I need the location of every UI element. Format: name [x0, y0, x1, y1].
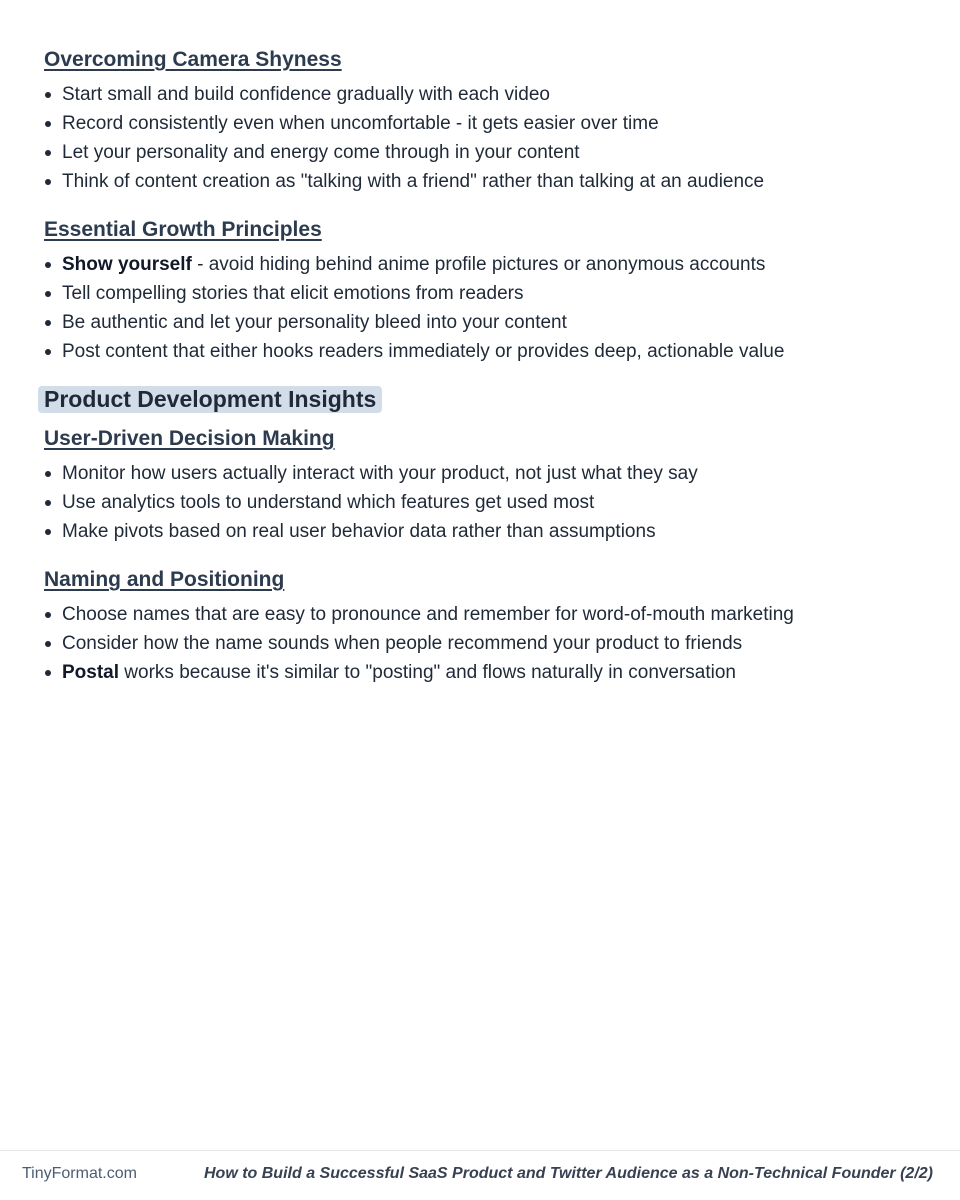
- list-item: Be authentic and let your personality bleed into your content: [44, 308, 924, 337]
- bold-phrase: Show yourself: [62, 254, 192, 275]
- footer-divider: [0, 1150, 960, 1151]
- bullet-list: [44, 600, 924, 687]
- section-heading-product-development: Product Development Insights: [38, 386, 382, 413]
- list-item: Start small and build confidence gradually with each video: [44, 80, 924, 109]
- list-item: [44, 250, 924, 279]
- list-item: Let your personality and energy come through in your content: [44, 138, 924, 167]
- section-camera-shyness: [44, 46, 924, 196]
- bold-phrase: Postal: [62, 662, 120, 683]
- list-item: Post content that either hooks readers immediately or provides deep, actionable value: [44, 337, 924, 366]
- list-item: Make pivots based on real user behavior data rather than assumptions: [44, 517, 924, 546]
- subheading-camera-shyness: Overcoming Camera Shyness: [44, 48, 342, 71]
- section-user-driven: [44, 425, 924, 546]
- footer-brand: TinyFormat.com: [22, 1165, 137, 1182]
- footer-title: How to Build a Successful SaaS Product and Twitter Audience as a Non-Technical Founder (2/2): [203, 1165, 933, 1182]
- list-item-text: works because it's similar to "posting" and flows naturally in conversation: [119, 662, 736, 683]
- subheading-user-driven: User-Driven Decision Making: [44, 427, 335, 450]
- list-item: Use analytics tools to understand which features get used most: [44, 488, 924, 517]
- document-content: [44, 46, 924, 707]
- section-product-development: [44, 386, 924, 413]
- subheading-naming: Naming and Positioning: [44, 568, 285, 591]
- list-item: Choose names that are easy to pronounce and remember for word-of-mouth marketing: [44, 600, 924, 629]
- subheading-growth-principles: Essential Growth Principles: [44, 218, 322, 241]
- list-item: Tell compelling stories that elicit emotions from readers: [44, 279, 924, 308]
- bullet-list: [44, 459, 924, 546]
- section-naming: [44, 566, 924, 687]
- list-item: Consider how the name sounds when people recommend your product to friends: [44, 629, 924, 658]
- bullet-list: [44, 250, 924, 366]
- list-item-text: - avoid hiding behind anime profile pictures or anonymous accounts: [191, 254, 766, 275]
- list-item: [44, 658, 924, 687]
- list-item: Monitor how users actually interact with your product, not just what they say: [44, 459, 924, 488]
- list-item: Think of content creation as "talking with a friend" rather than talking at an audience: [44, 167, 924, 196]
- section-growth-principles: [44, 216, 924, 366]
- bullet-list: [44, 80, 924, 196]
- list-item: Record consistently even when uncomfortable - it gets easier over time: [44, 109, 924, 138]
